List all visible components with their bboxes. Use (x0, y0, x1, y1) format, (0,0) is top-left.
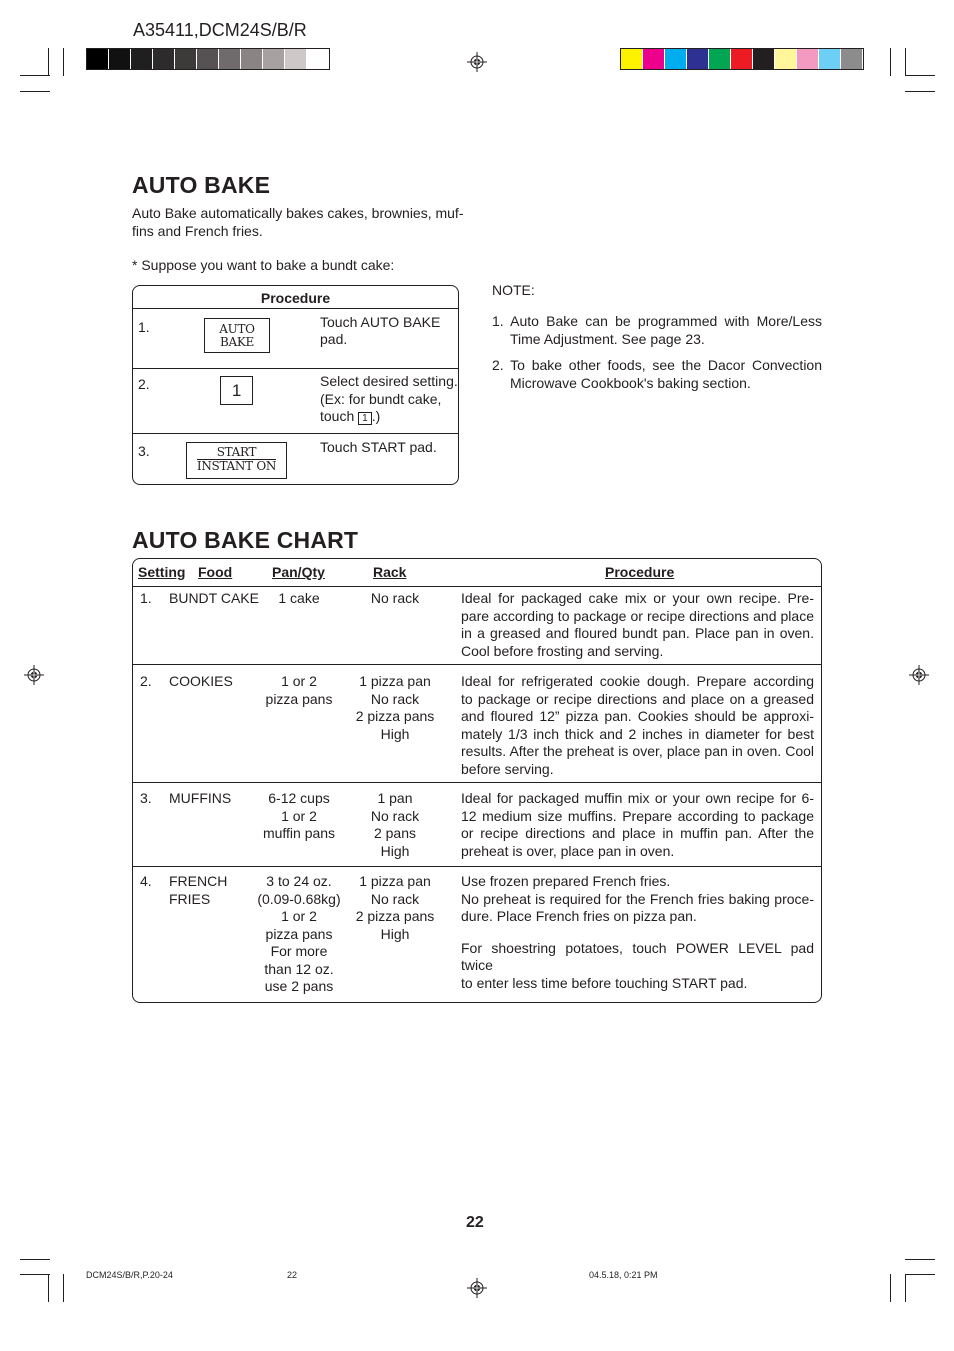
header-pan-qty: Pan/Qty (272, 564, 325, 580)
color-swatch (775, 49, 797, 69)
gray-swatch (241, 49, 263, 69)
footer-page: 22 (287, 1270, 298, 1280)
suppose-text: * Suppose you want to bake a bundt cake: (132, 257, 395, 273)
page-number: 22 (466, 1214, 484, 1231)
footer-date: 04.5.18, 0:21 PM (589, 1270, 658, 1280)
auto-bake-key-icon: AUTO BAKE (204, 318, 270, 353)
color-swatch (687, 49, 709, 69)
procedure-box (132, 285, 459, 485)
registration-mark-left-icon (24, 665, 44, 685)
color-swatch (753, 49, 775, 69)
auto-bake-title: AUTO BAKE (132, 172, 271, 198)
step-1-text: Touch AUTO BAKE pad. (320, 314, 441, 347)
color-swatch (621, 49, 643, 69)
gray-swatch (87, 49, 109, 69)
color-swatch (731, 49, 753, 69)
gray-swatch (263, 49, 285, 69)
color-calibration-bar (620, 48, 864, 70)
footer-file: DCM24S/B/R,P.20-24 (86, 1270, 173, 1280)
color-swatch (665, 49, 687, 69)
note-label: NOTE: (492, 282, 535, 298)
registration-mark-bottom-icon (467, 1278, 487, 1298)
model-code: A35411,DCM24S/B/R (133, 20, 307, 40)
color-swatch (819, 49, 841, 69)
procedure-header: Procedure (260, 290, 331, 306)
chart-title: AUTO BAKE CHART (132, 527, 359, 553)
number-1-key-icon: 1 (220, 376, 253, 405)
registration-mark-right-icon (909, 665, 929, 685)
gray-swatch (307, 49, 329, 69)
gray-swatch (175, 49, 197, 69)
step-3-text: Touch START pad. (320, 439, 437, 455)
gray-swatch (219, 49, 241, 69)
note-item-1: 1. Auto Bake can be programmed with More/Less Time Adjustment. See page 23. (492, 313, 822, 347)
gray-calibration-bar (86, 48, 330, 70)
gray-swatch (153, 49, 175, 69)
gray-swatch (285, 49, 307, 69)
gray-swatch (131, 49, 153, 69)
step-2-text: Select desired setting. (Ex: for bundt cake, touch 1 .) (320, 373, 458, 424)
step-number: 2. (138, 376, 150, 392)
gray-swatch (109, 49, 131, 69)
header-procedure: Procedure (605, 564, 675, 580)
auto-bake-chart-table: Setting Food Pan/Qty Rack Procedure 1. BUNDT CAKE 1 cake No rack Ideal for packaged cake mix or your own recipe. Pre- pare according to package or recipe directions and place in a greased and floured bundt pan. Place pan in oven. Cool before frosting and serving. 2. COOKIES 1 or 2 pizza pans 1 pizza pan No rack 2 pizza pans High Ideal for refrigerated cookie dough. Prepare according to package or recipe directions and place on a greased and floured 12” pizza pan. Cookies should be approxi- mately 1/3 inch thick and 2 inches in diameter for best results. After the preheat is over, place pan in oven. Cool before serving. 3. MUFFINS 6-12 cups 1 or 2 muffin pans 1 pan No rack 2 pans High Ideal for packaged muffin mix or your own recipe for 6- 12 medium size muffins. Prepare according to package or recipe directions and place in muffin pan. After the preheat is over, place pan in oven. 4. FRENCH FRIES 3 to 24 oz. (0.09-0.68kg) 1 or 2 pizza pans For more than 12 oz. use 2 pans 1 pizza pan No rack 2 pizza pans High Use frozen prepared French fries. No preheat is required for the French fries baking proce- dure. Place French fries on pizza pan. For shoestring potatoes, touch POWER LEVEL pad twice to enter less time before touching START pad. (132, 558, 822, 1003)
number-1-mini-key-icon: 1 (358, 412, 372, 425)
note-item-2: 2. To bake other foods, see the Dacor Convection Microwave Cookbook's baking section. (492, 357, 822, 391)
registration-mark-top-icon (467, 52, 487, 72)
start-instant-on-key-icon: START INSTANT ON (186, 442, 287, 479)
color-swatch (841, 49, 863, 69)
header-food: Food (198, 564, 233, 580)
header-setting: Setting (138, 564, 186, 580)
step-number: 3. (138, 443, 150, 459)
step-number: 1. (138, 319, 150, 335)
gray-swatch (197, 49, 219, 69)
header-rack: Rack (373, 564, 407, 580)
color-swatch (797, 49, 819, 69)
auto-bake-intro: Auto Bake automatically bakes cakes, brownies, muf- fins and French fries. (132, 205, 464, 239)
color-swatch (643, 49, 665, 69)
color-swatch (709, 49, 731, 69)
